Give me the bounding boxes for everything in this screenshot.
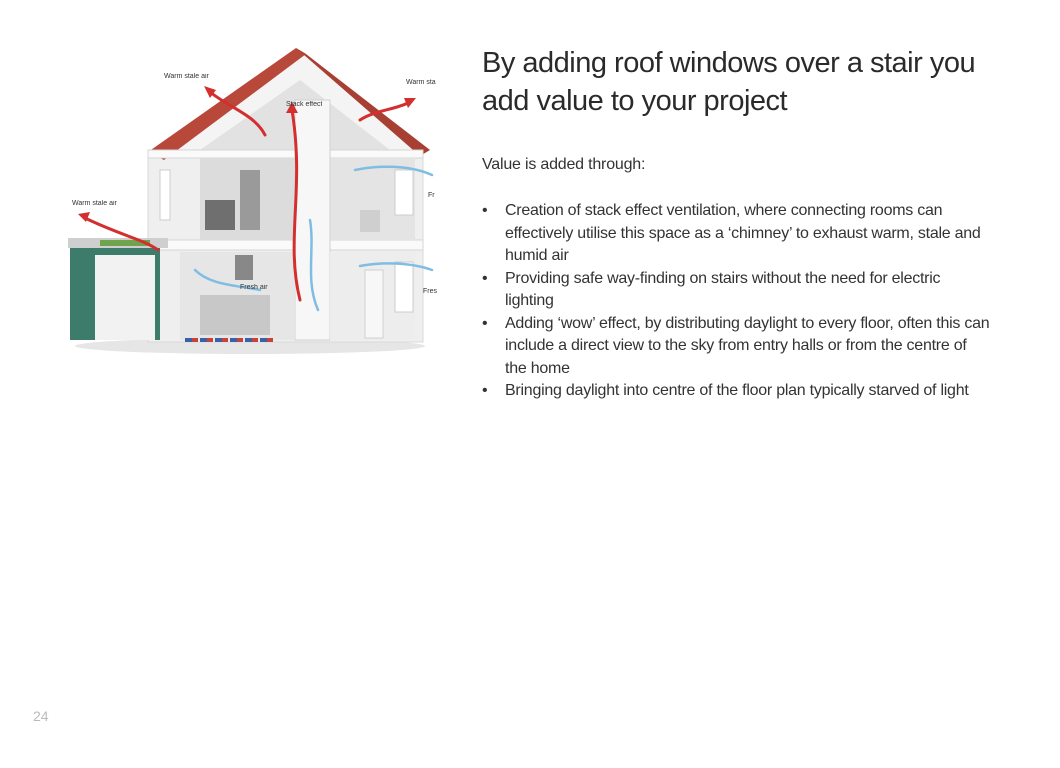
list-item bbox=[482, 268, 992, 313]
bullet-icon: • bbox=[482, 314, 488, 332]
bullet-icon: • bbox=[482, 202, 488, 219]
fresh-air-label-ground: Fresh air bbox=[240, 284, 268, 291]
benefits-list bbox=[482, 200, 992, 403]
bullet-icon: • bbox=[482, 382, 488, 399]
list-item-text: Adding ‘wow’ effect, by distributing daylight to every floor, often this can include a direct view to the sky from entry halls or from the centre of the home bbox=[505, 314, 990, 377]
page-heading: By adding roof windows over a stair you add value to your project bbox=[482, 47, 976, 117]
list-item bbox=[482, 200, 992, 268]
list-item bbox=[482, 313, 992, 381]
page-number: 24 bbox=[33, 708, 49, 724]
list-item bbox=[482, 380, 992, 403]
house-cutaway-drawing bbox=[60, 40, 445, 360]
warm-stale-air-label-roof-right: Warm sta bbox=[406, 79, 436, 86]
list-item-text: Creation of stack effect ventilation, where connecting rooms can effectively utilise this space as a ‘chimney’ to exhaust warm, stale and humid air bbox=[505, 202, 981, 264]
bullet-icon: • bbox=[482, 269, 488, 287]
house-ventilation-illustration bbox=[60, 40, 445, 360]
list-item-text: Providing safe way-finding on stairs without the need for electric lighting bbox=[505, 269, 941, 309]
list-item-text: Bringing daylight into centre of the floor plan typically starved of light bbox=[505, 382, 969, 399]
warm-stale-air-label-roof-left: Warm stale air bbox=[164, 73, 209, 80]
fresh-air-label-lower-right: Fres bbox=[423, 288, 437, 295]
warm-stale-air-label-side: Warm stale air bbox=[72, 200, 117, 207]
intro-text: Value is added through: bbox=[482, 156, 646, 173]
fresh-air-label-upper-right: Fr bbox=[428, 192, 435, 199]
stack-effect-label: Stack effect bbox=[286, 101, 323, 108]
